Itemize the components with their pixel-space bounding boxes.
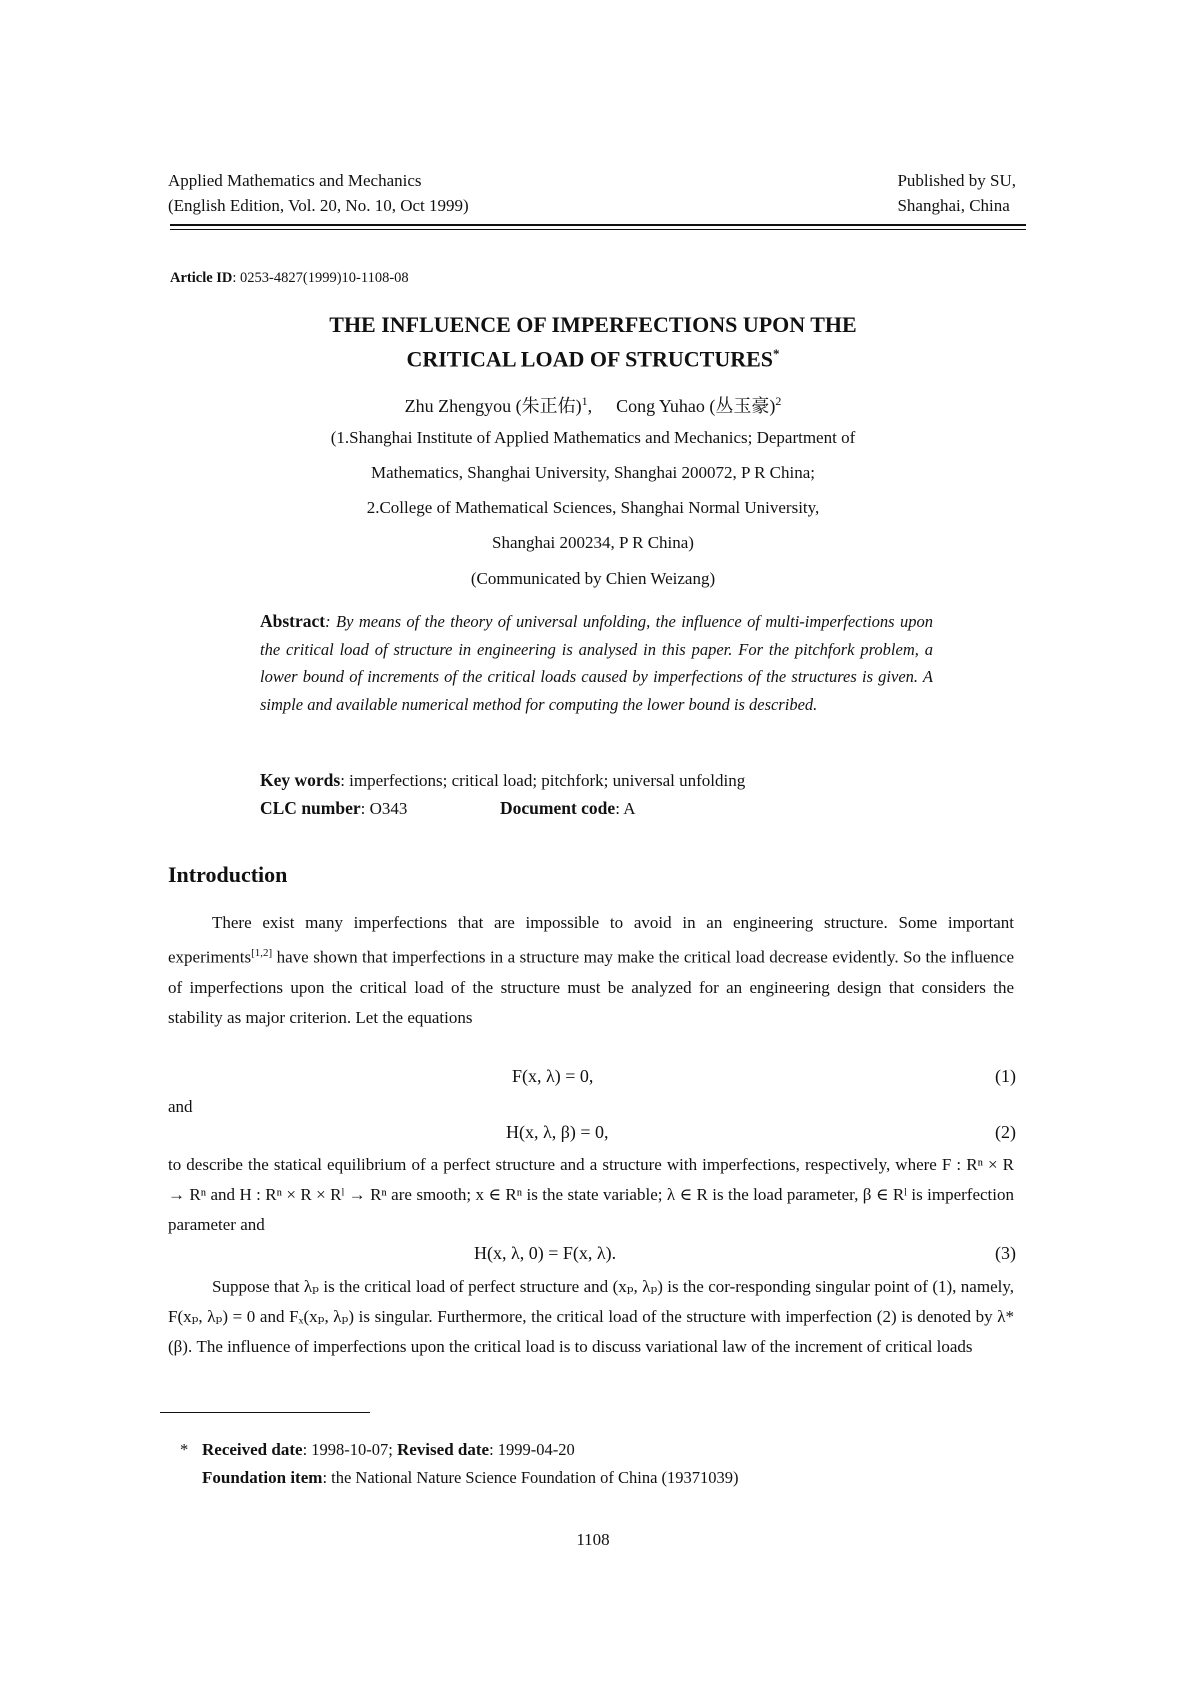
journal-header (168, 168, 469, 218)
keywords-text: : imperfections; critical load; pitchfork; universal unfolding (340, 771, 746, 790)
equation-2: H(x, λ, β) = 0, (506, 1122, 609, 1142)
equation-1: F(x, λ) = 0, (512, 1066, 594, 1086)
author-2-affil: 2 (775, 394, 782, 408)
intro-p1-b: have shown that imperfections in a structure may make the critical load decrease evidently. So the influence of imperfections upon the critical load of the structure must be analyzed for an engineering design that considers the stability as major criterion. Let the equations (168, 947, 1014, 1027)
abstract (260, 608, 933, 718)
article-id-value: : 0253-4827(1999)10-1108-08 (232, 270, 409, 286)
equation-2-number: (2) (995, 1122, 1016, 1142)
paper-title-line2 (0, 346, 1186, 372)
publisher: Published by SU, (897, 171, 1016, 190)
paper-title-line1: THE INFLUENCE OF IMPERFECTIONS UPON THE (329, 312, 857, 337)
keywords (260, 770, 745, 791)
equation-1-number: (1) (995, 1066, 1016, 1086)
authors (0, 392, 1186, 418)
foundation-text: : the National Nature Science Foundation of China (19371039) (322, 1468, 739, 1487)
and-text: and (168, 1097, 193, 1116)
author-1: Zhu Zhengyou (朱正佑) (404, 396, 582, 416)
doc-code-value: : A (615, 799, 636, 818)
affiliation-line-2: Mathematics, Shanghai University, Shanghai 200072, P R China; (370, 463, 815, 482)
abstract-label: Abstract (260, 611, 326, 631)
intro-paragraph-1 (168, 908, 1014, 1033)
clc-label: CLC number (260, 798, 361, 818)
intro-p1-a: There exist many imperfections that are impossible to avoid in an engineering structure. Some important experiments (168, 913, 1014, 967)
foundation-label: Foundation item (202, 1468, 323, 1487)
citation: [1,2] (251, 947, 273, 959)
affiliation-line-3: 2.College of Mathematical Sciences, Shanghai Normal University, (366, 498, 820, 517)
header-rule-thick (170, 224, 1026, 226)
footnote-foundation (202, 1464, 739, 1491)
paper-title-line2-text: CRITICAL LOAD OF STRUCTURES (406, 346, 774, 372)
abstract-text: : By means of the theory of universal unfolding, the influence of multi-imperfections upon the critical load of structure in engineering is analysed in this paper. For the pitchfork problem, a lower bound of increments of the critical loads caused by imperfections of the structures is given. A simple and available numerical method for computing the lower bound is described. (260, 612, 933, 714)
equation-3: H(x, λ, 0) = F(x, λ). (474, 1243, 617, 1263)
equation-3-number: (3) (995, 1243, 1016, 1263)
affiliation-line-4: Shanghai 200234, P R China) (492, 533, 694, 552)
footnote-dates (180, 1436, 575, 1463)
article-id-label: Article ID (170, 270, 233, 286)
revised-label: Revised date (396, 1440, 490, 1459)
received-label: Received date (202, 1440, 303, 1459)
article-id (170, 270, 409, 287)
publisher-block (897, 168, 1016, 218)
author-1-affil: 1 (581, 394, 588, 408)
journal-name: Applied Mathematics and Mechanics (168, 171, 422, 190)
footnote-rule (160, 1412, 370, 1413)
intro-paragraph-2: to describe the statical equilibrium of a perfect structure and a structure with imperfections, respectively, where F : Rⁿ × R → Rⁿ and H : Rⁿ × R × Rˡ → Rⁿ are smooth; x ∈ Rⁿ is the state variable; λ ∈ R is the load parameter, β ∈ Rˡ is imperfection parameter and (168, 1155, 1014, 1234)
author-2: Cong Yuhao (丛玉豪) (616, 396, 776, 416)
communicated-by: (Communicated by Chien Weizang) (470, 569, 716, 588)
keywords-label: Key words (260, 770, 341, 790)
section-heading: Introduction (168, 862, 288, 887)
clc-value: : O343 (360, 799, 408, 818)
header-rule-thin (170, 229, 1026, 230)
document-code (500, 798, 636, 819)
clc-number (260, 798, 407, 819)
journal-edition: (English Edition, Vol. 20, No. 10, Oct 1999) (168, 196, 469, 215)
author-separator: , (587, 396, 593, 416)
affiliation-line-1: (1.Shanghai Institute of Applied Mathematics and Mechanics; Department of (330, 428, 856, 447)
revised-date: : 1999-04-20 (489, 1440, 575, 1459)
received-date: : 1998-10-07; (302, 1440, 393, 1459)
page-number: 1108 (576, 1530, 610, 1549)
publisher-location: Shanghai, China (897, 196, 1010, 215)
title-footnote-mark: * (773, 346, 780, 361)
doc-code-label: Document code (500, 798, 616, 818)
intro-paragraph-3: Suppose that λₚ is the critical load of perfect structure and (xₚ, λₚ) is the cor-responding singular point of (1), namely, F(xₚ, λₚ) = 0 and Fₓ(xₚ, λₚ) is singular. Furthermore, the critical load of the structure with imperfection (2) is denoted by λ*(β). The influence of imperfections upon the critical load is to discuss variational law of the increment of critical loads (168, 1277, 1014, 1356)
footnote-mark: * (180, 1440, 189, 1459)
